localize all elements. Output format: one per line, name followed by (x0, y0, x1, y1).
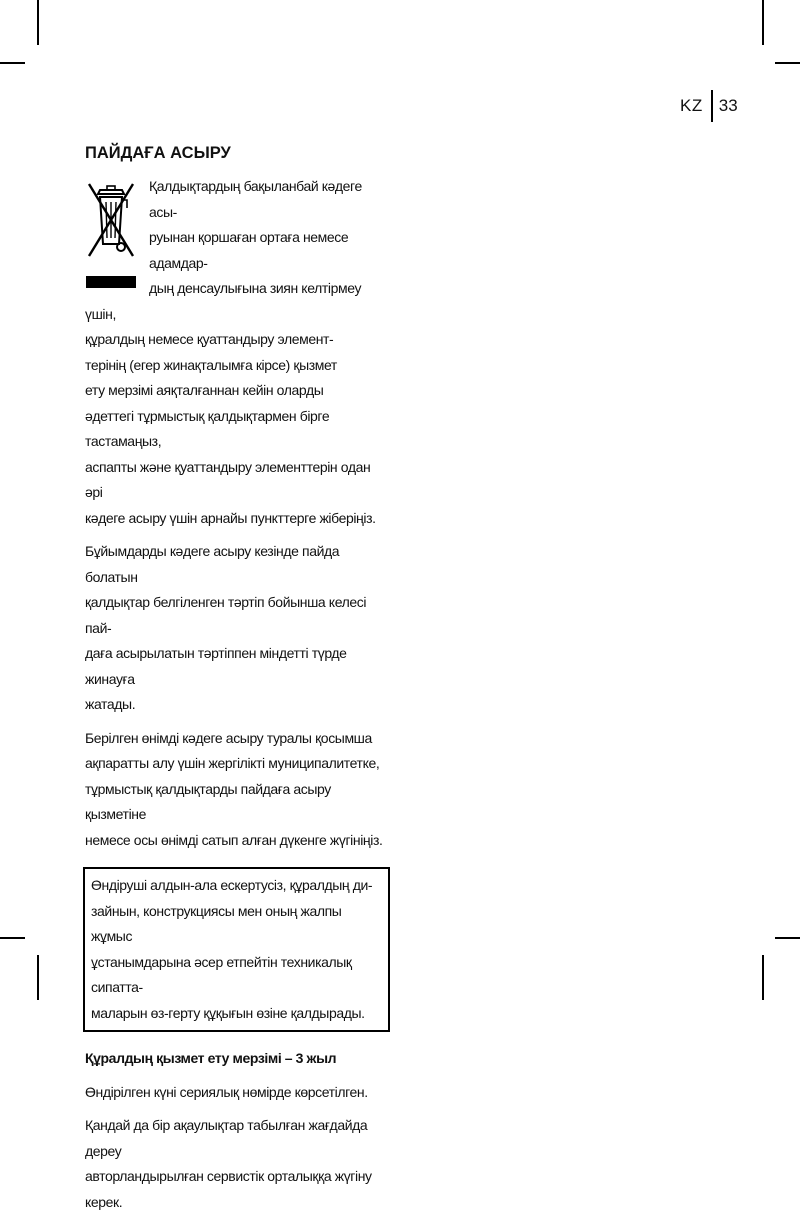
service-life-heading: Құралдың қызмет ету мерзімі – 3 жыл (85, 1050, 337, 1066)
notice-line: ұстанымдарына әсер етпейтін техникалық сипатта- (91, 953, 352, 995)
section-title: ПАЙДАҒА АСЫРУ (85, 144, 231, 162)
intro-line: терінің (егер жинақталымға кірсе) қызмет (85, 356, 337, 373)
crop-mark-top-right-horizontal (775, 62, 800, 64)
intro-line: құралдың немесе қуаттандыру элемент- (85, 331, 334, 347)
intro-line: әдеттегі тұрмыстық қалдықтармен бірге тастамаңыз, (85, 407, 330, 449)
crossed-out-wheelie-bin-icon (85, 178, 137, 293)
waste-collection-paragraph (85, 539, 390, 718)
manufacturer-notice-box (83, 867, 390, 1032)
disposal-intro (85, 174, 390, 531)
crop-mark-bottom-left-horizontal (0, 937, 25, 939)
intro-line: кәдеге асыру үшін арнайы пункттерге жіберіңіз. (85, 509, 376, 526)
crop-mark-bottom-right-vertical (762, 955, 764, 1000)
manufacture-date-text: Өндірілген күні сериялық нөмірде көрсетілген. (85, 1083, 368, 1100)
defects-paragraph (85, 1113, 390, 1215)
paragraph-line: Берілген өнімді кәдеге асыру туралы қосымша (85, 729, 372, 746)
intro-line: Қалдықтардың бақыланбай кәдеге асы- (149, 178, 362, 220)
intro-line: руынан қоршаған ортаға немесе адамдар- (149, 229, 349, 271)
paragraph-line: ақпаратты алу үшін жергілікті муниципалитетке, (85, 755, 380, 771)
paragraph-line: Қандай да бір ақаулықтар табылған жағдайда дереу (85, 1117, 368, 1159)
intro-line: ету мерзімі аяқталғаннан кейін оларды (85, 382, 324, 398)
crop-mark-top-left-horizontal (0, 62, 25, 64)
document-content (85, 142, 390, 1215)
paragraph-line: авторландырылған сервистік орталыққа жүгіну керек. (85, 1168, 372, 1210)
paragraph-line: Бұйымдарды кәдеге асыру кезінде пайда болатын (85, 543, 340, 585)
paragraph-line: немесе осы өнімді сатып алған дүкенге жүгініңіз. (85, 831, 383, 848)
intro-line: дың денсаулығына зиян келтірмеу үшін, (85, 280, 362, 322)
crop-mark-bottom-left-vertical (37, 955, 39, 1000)
notice-line: зайнын, конструкциясы мен оның жалпы жұмыс (91, 902, 342, 944)
intro-line: аспапты және қуаттандыру элементтерін одан әрі (85, 458, 371, 500)
paragraph-line: даға асырылатын тәртіппен міндетті түрде жинауға (85, 645, 347, 687)
paragraph-line: қалдықтар белгіленген тәртіп бойынша келесі пай- (85, 594, 367, 636)
crop-mark-top-right-vertical (762, 0, 764, 45)
crop-mark-top-left-vertical (37, 0, 39, 45)
paragraph-line: тұрмыстық қалдықтарды пайдаға асыру қызметіне (85, 780, 331, 822)
paragraph-line: жатады. (85, 696, 136, 712)
page-number: 33 (718, 96, 738, 115)
language-code: KZ (680, 96, 703, 115)
additional-info-paragraph (85, 726, 390, 854)
notice-line: Өндіруші алдын-ала ескертусіз, құралдың ди- (91, 877, 373, 893)
notice-line: маларын өз-герту құқығын өзіне қалдырады. (91, 1004, 365, 1021)
crop-mark-bottom-right-horizontal (775, 937, 800, 939)
page-header (680, 90, 738, 122)
